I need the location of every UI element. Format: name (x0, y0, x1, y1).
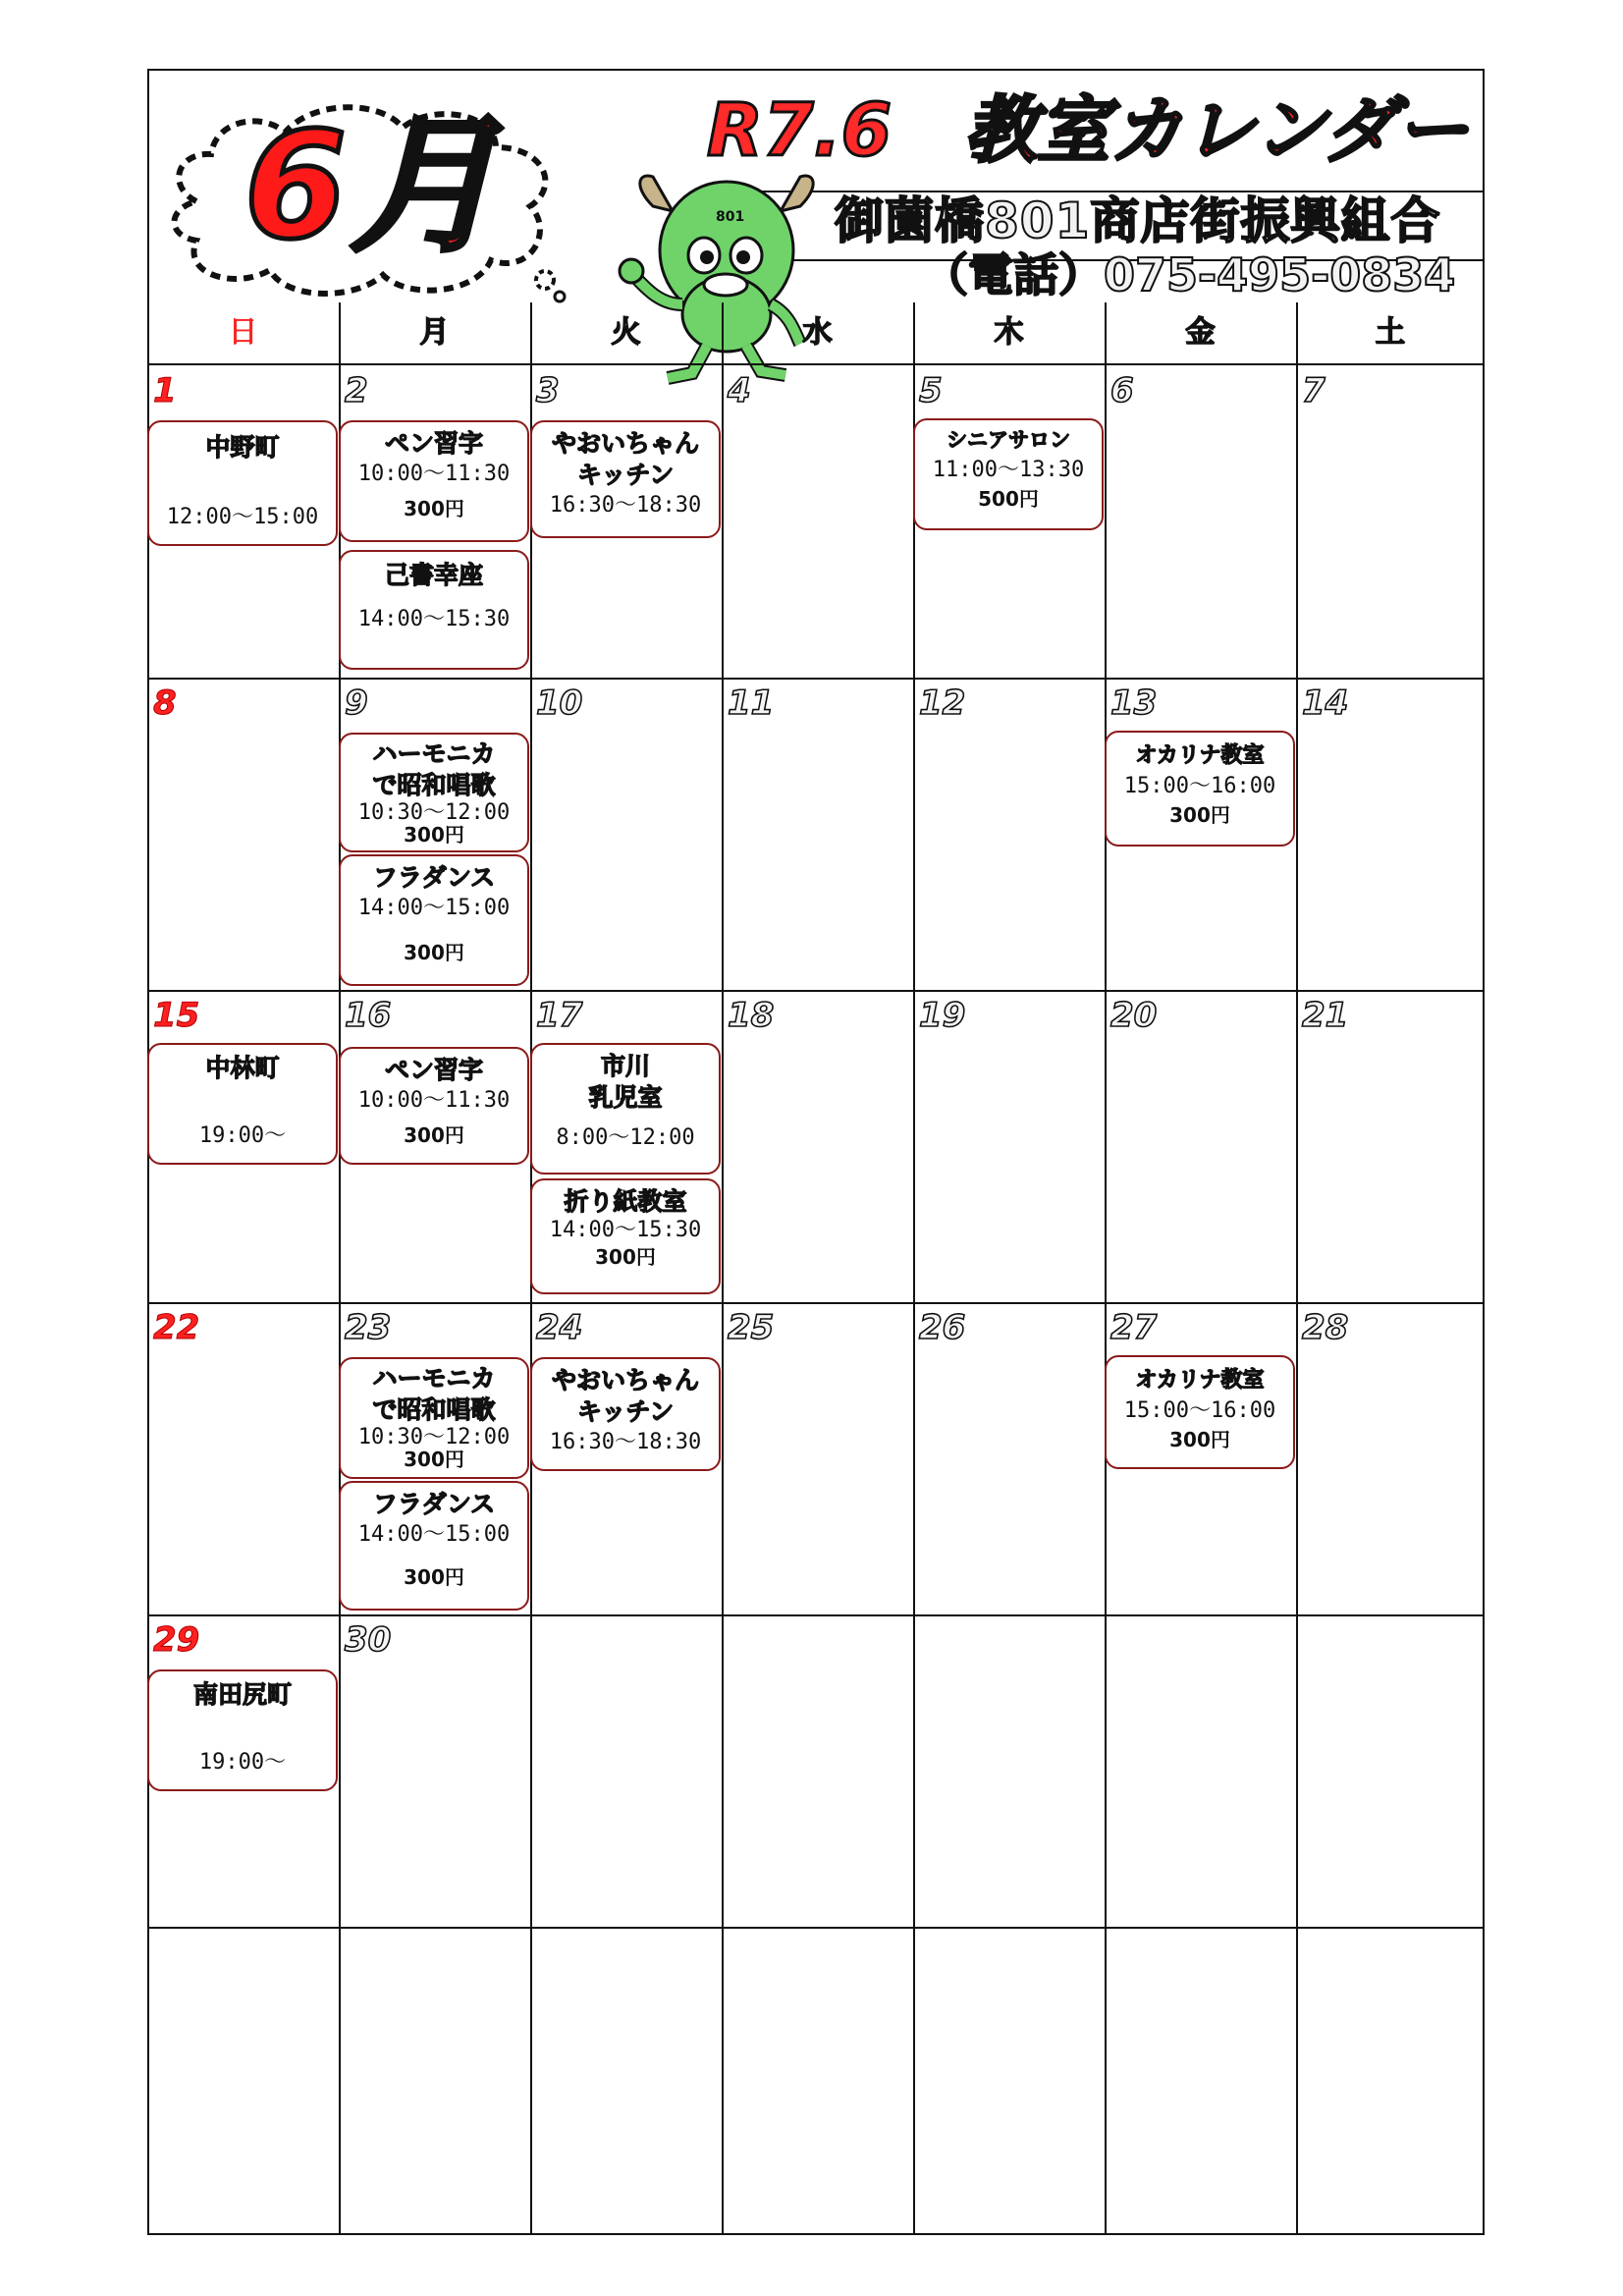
month-badge: 6月 (243, 101, 503, 272)
event-price: 300円 (404, 941, 464, 964)
event-title: やおいちゃん (551, 1366, 699, 1394)
weekday-wed: 水 (802, 315, 833, 350)
day-number: 19 (919, 996, 966, 1035)
week-divider (147, 678, 1485, 680)
event-time: 16:30～18:30 (549, 493, 702, 518)
day-number: 30 (345, 1620, 392, 1660)
event-card[interactable] (339, 420, 529, 542)
day-number: 3 (536, 371, 560, 410)
calendar-title: R7.6 教室カレンダー (707, 88, 1469, 173)
event-title-line2: で昭和唱歌 (372, 771, 496, 799)
week-divider (147, 1302, 1485, 1304)
column-divider (1296, 302, 1298, 2235)
day-number: 17 (536, 996, 583, 1035)
event-title: オカリナ教室 (1135, 743, 1265, 768)
day-number: 15 (153, 996, 200, 1035)
day-number: 10 (536, 683, 583, 723)
event-title: ハーモニカ (372, 739, 496, 768)
event-time: 16:30～18:30 (549, 1430, 702, 1454)
column-divider (1105, 302, 1107, 2235)
day-number: 21 (1302, 996, 1349, 1035)
day-number: 7 (1302, 371, 1325, 410)
event-card[interactable] (1105, 731, 1295, 847)
event-title: オカリナ教室 (1135, 1368, 1265, 1393)
column-divider (913, 302, 915, 2235)
event-title: フラダンス (372, 1490, 496, 1518)
event-title: 市川 (600, 1052, 650, 1080)
event-title-line2: で昭和唱歌 (372, 1395, 496, 1424)
event-title: 己書幸座 (384, 561, 483, 589)
event-time: 14:00～15:30 (549, 1218, 702, 1242)
event-price: 300円 (404, 497, 464, 520)
event-title-line2: 乳児室 (588, 1083, 663, 1112)
event-card[interactable] (147, 420, 338, 546)
event-card[interactable] (530, 420, 721, 538)
event-time: 14:00～15:00 (357, 1522, 511, 1547)
event-card[interactable] (913, 418, 1104, 530)
weekday-sat: 土 (1376, 315, 1405, 350)
weekday-tue: 火 (611, 315, 641, 350)
day-number: 11 (728, 683, 775, 723)
day-number: 24 (536, 1308, 583, 1347)
event-price: 300円 (595, 1245, 656, 1269)
event-card[interactable] (530, 1178, 721, 1294)
weekday-header-row (147, 302, 1485, 365)
day-number: 13 (1110, 683, 1158, 723)
event-price: 300円 (404, 1565, 464, 1589)
event-title: 折り紙教室 (564, 1187, 687, 1216)
event-price: 300円 (404, 1123, 464, 1147)
day-number: 12 (919, 683, 966, 723)
organization-name: 御薗橋801商店街振興組合 (835, 192, 1441, 249)
event-time: 10:00～11:30 (357, 1088, 511, 1113)
event-card[interactable] (147, 1669, 338, 1791)
event-card[interactable] (339, 550, 529, 670)
event-title: フラダンス (372, 863, 496, 892)
event-price: 300円 (404, 1448, 464, 1471)
weekday-thu: 木 (994, 315, 1024, 350)
weekday-sun: 日 (228, 315, 258, 350)
event-card[interactable] (530, 1357, 721, 1471)
event-time: 14:00～15:30 (357, 607, 511, 631)
event-time: 19:00～ (198, 1123, 287, 1148)
event-time: 12:00～15:00 (166, 505, 319, 529)
event-time: 15:00～16:00 (1123, 1398, 1276, 1423)
day-number: 6 (1110, 371, 1134, 410)
event-card[interactable] (530, 1043, 721, 1175)
day-number: 4 (728, 371, 751, 410)
day-number: 20 (1110, 996, 1158, 1035)
event-time: 10:30～12:00 (357, 800, 511, 825)
day-number: 25 (728, 1308, 775, 1347)
day-number: 5 (919, 371, 943, 410)
event-time: 19:00～ (198, 1750, 287, 1775)
day-number: 26 (919, 1308, 966, 1347)
event-time: 10:30～12:00 (357, 1425, 511, 1449)
event-time: 11:00～13:30 (932, 458, 1085, 482)
day-number: 28 (1302, 1308, 1349, 1347)
event-title: 南田尻町 (192, 1680, 292, 1709)
event-price: 500円 (978, 487, 1039, 511)
weekday-fri: 金 (1185, 315, 1216, 350)
calendar-grid (147, 302, 1485, 2235)
event-card[interactable] (147, 1043, 338, 1165)
day-number: 14 (1302, 683, 1349, 723)
weekday-mon: 月 (419, 315, 450, 350)
event-title-line2: キッチン (576, 461, 675, 489)
event-card[interactable] (339, 854, 529, 986)
event-title: やおいちゃん (551, 429, 699, 458)
event-title: ハーモニカ (372, 1364, 496, 1393)
event-time: 14:00～15:00 (357, 896, 511, 920)
event-title: 中野町 (205, 433, 280, 462)
event-title: シニアサロン (947, 428, 1070, 452)
event-card[interactable] (339, 733, 529, 852)
day-number: 29 (153, 1620, 200, 1660)
event-price: 300円 (1169, 1428, 1230, 1451)
day-number: 23 (345, 1308, 392, 1347)
svg-text:801: 801 (716, 209, 745, 225)
event-title: ペン習字 (384, 429, 483, 458)
event-title-line2: キッチン (576, 1397, 675, 1426)
event-card[interactable] (339, 1357, 529, 1479)
day-number: 16 (345, 996, 392, 1035)
week-divider (147, 1614, 1485, 1616)
day-number: 1 (153, 371, 177, 410)
day-number: 9 (345, 683, 368, 723)
column-divider (722, 302, 724, 2235)
event-card[interactable] (339, 1047, 529, 1165)
event-title: ペン習字 (384, 1056, 483, 1084)
event-title: 中林町 (205, 1054, 280, 1082)
week-divider (147, 1927, 1485, 1929)
event-time: 8:00～12:00 (556, 1125, 695, 1150)
event-card[interactable] (1105, 1355, 1295, 1469)
event-card[interactable] (339, 1481, 529, 1611)
week-divider (147, 990, 1485, 992)
day-number: 8 (153, 683, 177, 723)
event-time: 15:00～16:00 (1123, 774, 1276, 798)
day-number: 2 (345, 371, 368, 410)
phone-number: （電話）075-495-0834 (923, 248, 1456, 301)
day-number: 22 (153, 1308, 200, 1347)
day-number: 18 (728, 996, 775, 1035)
day-number: 27 (1110, 1308, 1158, 1347)
event-price: 300円 (1169, 803, 1230, 827)
event-time: 10:00～11:30 (357, 462, 511, 486)
event-price: 300円 (404, 823, 464, 847)
